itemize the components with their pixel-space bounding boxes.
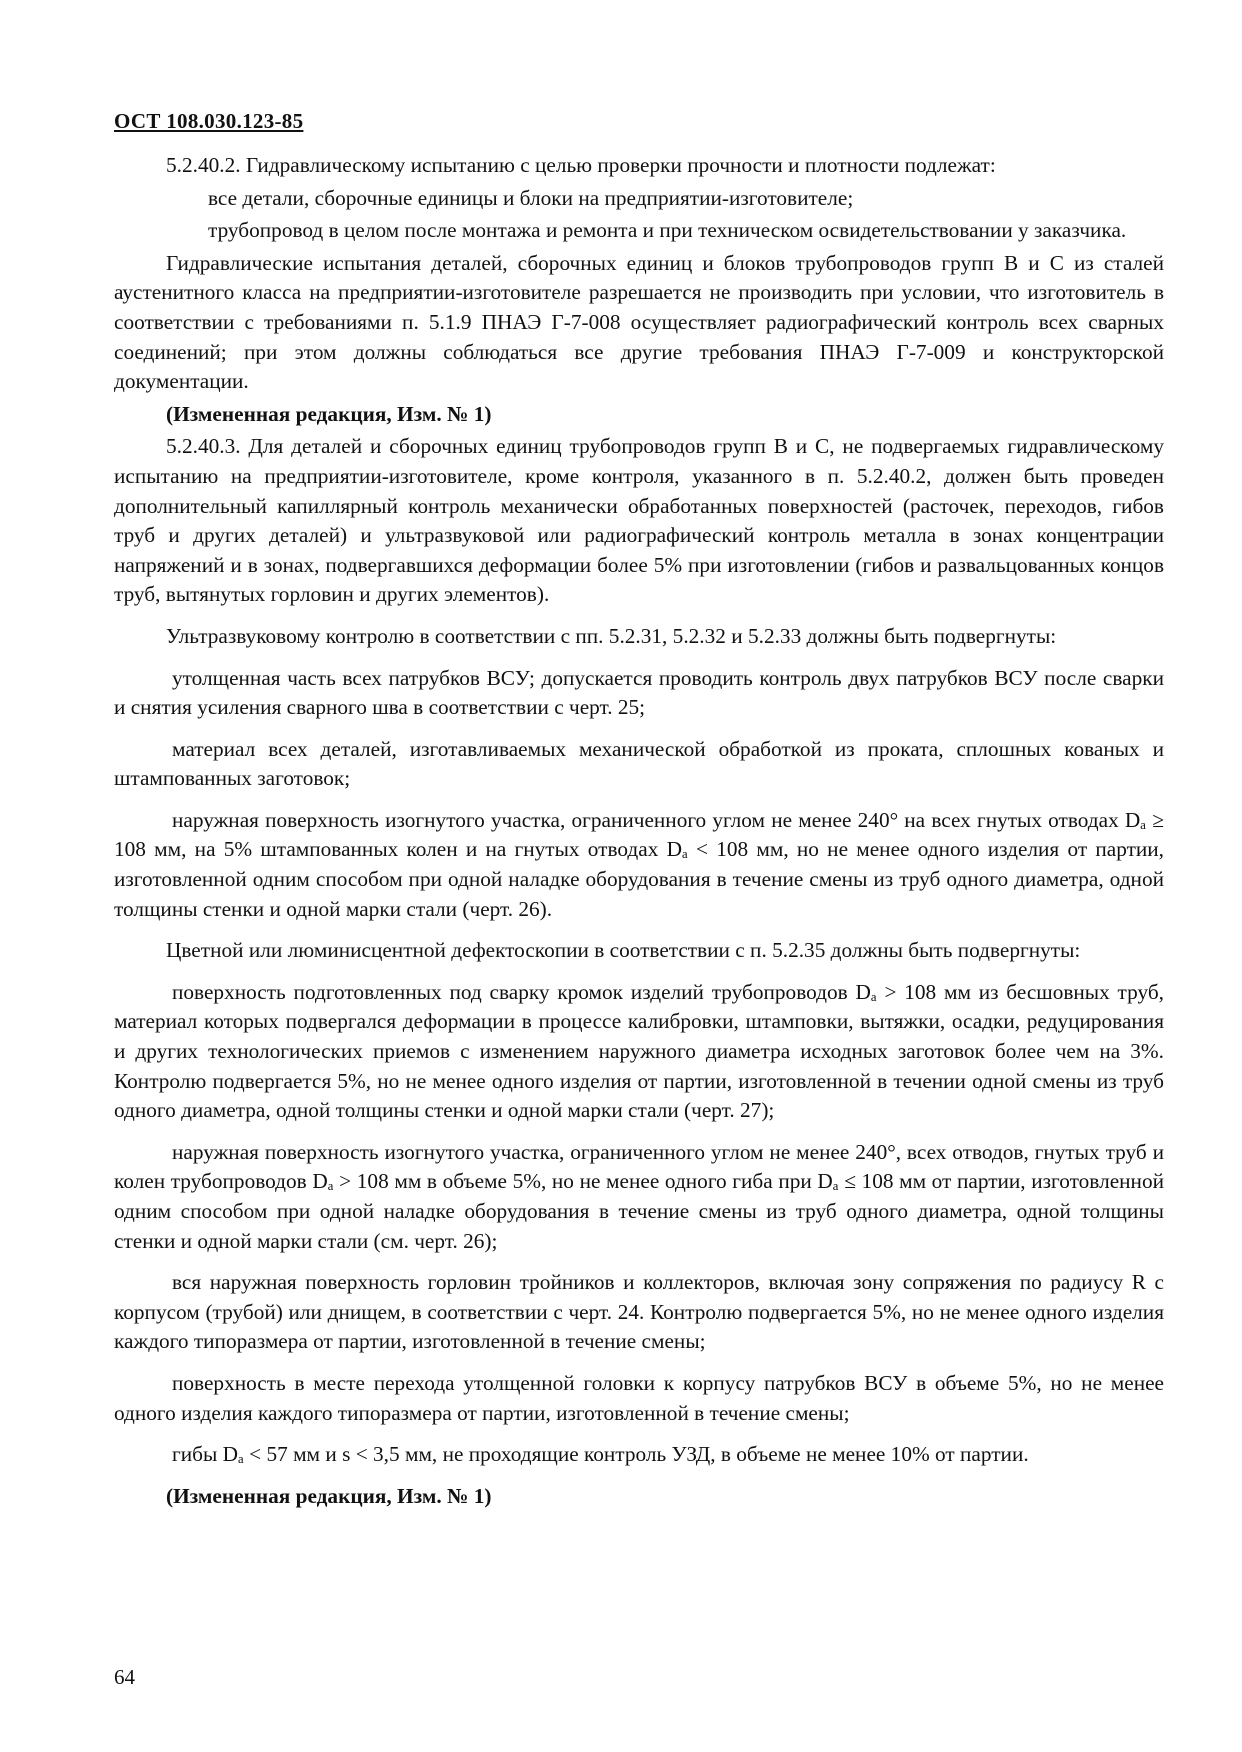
amendment-note-final: (Измененная редакция, Изм. № 1)	[166, 1483, 492, 1508]
list-item-all-parts: все детали, сборочные единицы и блоки на предприятии-изготовителе;	[208, 185, 854, 210]
list-item-bent-surface: наружная поверхность изогнутого участка, ограниченного углом не менее 240° на всех гнутых отводах Dₐ ≥ 108 мм, на 5% штампованных колен и на гнутых отводах Dₐ < 108 мм, но не менее одного изделия от партии, изготовленной одним способом при одной наладке оборудования в течение смены из труб одного диаметра, одной толщины стенки и одной марки стали (черт. 26).	[114, 807, 1164, 921]
paragraph-dye-penetrant: Цветной или люминисцентной дефектоскопии в соответствии с п. 5.2.35 должны быть подвергнуты:	[166, 938, 1081, 963]
list-item-head-transition: поверхность в месте перехода утолщенной головки к корпусу патрубков ВСУ в объеме 5%, но не менее одного изделия каждого типоразмера от партии, изготовленной в течение смены;	[114, 1370, 1164, 1425]
amendment-note: (Измененная редакция, Изм. № 1)	[166, 401, 492, 426]
list-item-small-bends: гибы Dₐ < 57 мм и s < 3,5 мм, не проходящие контроль УЗД, в объеме не менее 10% от партии.	[172, 1442, 1029, 1467]
paragraph-5-2-40-2: 5.2.40.2. Гидравлическому испытанию с целью проверки прочности и плотности подлежат:	[166, 153, 996, 177]
paragraph-ultrasonic-control: Ультразвуковому контролю в соответствии с пп. 5.2.31, 5.2.32 и 5.2.33 должны быть подвергнуты:	[166, 623, 1057, 648]
list-item-tee-necks: вся наружная поверхность горловин тройников и коллекторов, включая зону сопряжения по радиусу R с корпусом (трубой) или днищем, в соответствии с черт. 24. Контролю подвергается 5%, но не менее одного изделия каждого типоразмера от партии, изготовленной в течение смены;	[114, 1270, 1164, 1354]
document-code-header: ОСТ 108.030.123-85	[114, 109, 304, 133]
list-item-pipeline: трубопровод в целом после монтажа и ремонта и при техническом освидетельствовании у заказчика.	[208, 218, 1127, 243]
document-body	[114, 151, 1164, 1514]
list-item-vsu-nozzles: утолщенная часть всех патрубков ВСУ; допускается проводить контроль двух патрубков ВСУ после сварки и снятия усиления сварного шва в соответствии с черт. 25;	[114, 665, 1164, 720]
paragraph-hydraulic-tests: Гидравлические испытания деталей, сборочных единиц и блоков трубопроводов групп В и С из сталей аустенитного класса на предприятии-изготовителе разрешается не производить при условии, что изготовитель в соответствии с требованиями п. 5.1.9 ПНАЭ Г-7-008 осуществляет радиографический контроль всех сварных соединений; при этом должны соблюдаться все другие требования ПНАЭ Г-7-009 и конструкторской документации.	[114, 250, 1164, 394]
paragraph-5-2-40-3: 5.2.40.3. Для деталей и сборочных единиц трубопроводов групп В и С, не подвергаемых гидравлическому испытанию на предприятии-изготовителе, кроме контроля, указанного в п. 5.2.40.2, должен быть проведен дополнительный капиллярный контроль механически обработанных поверхностей (расточек, переходов, гибов труб и других деталей) и ультразвуковой или радиографический контроль металла в зонах концентрации напряжений и в зонах, подвергавшихся деформации более 5% при изготовлении (гибов и развальцованных концов труб, вытянутых горловин и других элементов).	[114, 434, 1164, 607]
list-item-machined-material: материал всех деталей, изготавливаемых механической обработкой из проката, сплошных кованых и штампованных заготовок;	[114, 736, 1164, 791]
page-number: 64	[114, 1665, 135, 1689]
list-item-bends-surface: наружная поверхность изогнутого участка, ограниченного углом не менее 240°, всех отводов, гнутых труб и колен трубопроводов Dₐ > 108 мм в объеме 5%, но не менее одного гиба при Dₐ ≤ 108 мм от партии, изготовленной одним способом при одной наладке оборудования в течение смены из труб одного диаметра, одной толщины стенки и одной марки стали (см. черт. 26);	[114, 1139, 1164, 1253]
list-item-weld-edges: поверхность подготовленных под сварку кромок изделий трубопроводов Dₐ > 108 мм из бесшовных труб, материал которых подвергался деформации в процессе калибровки, штамповки, вытяжки, осадки, редуцирования и других технологических приемов с изменением наружного диаметра исходных заготовок более чем на 3%. Контролю подвергается 5%, но не менее одного изделия от партии, изготовленной в течении одной смены из труб одного диаметра, одной толщины стенки и одной марки стали (черт. 27);	[114, 979, 1164, 1123]
